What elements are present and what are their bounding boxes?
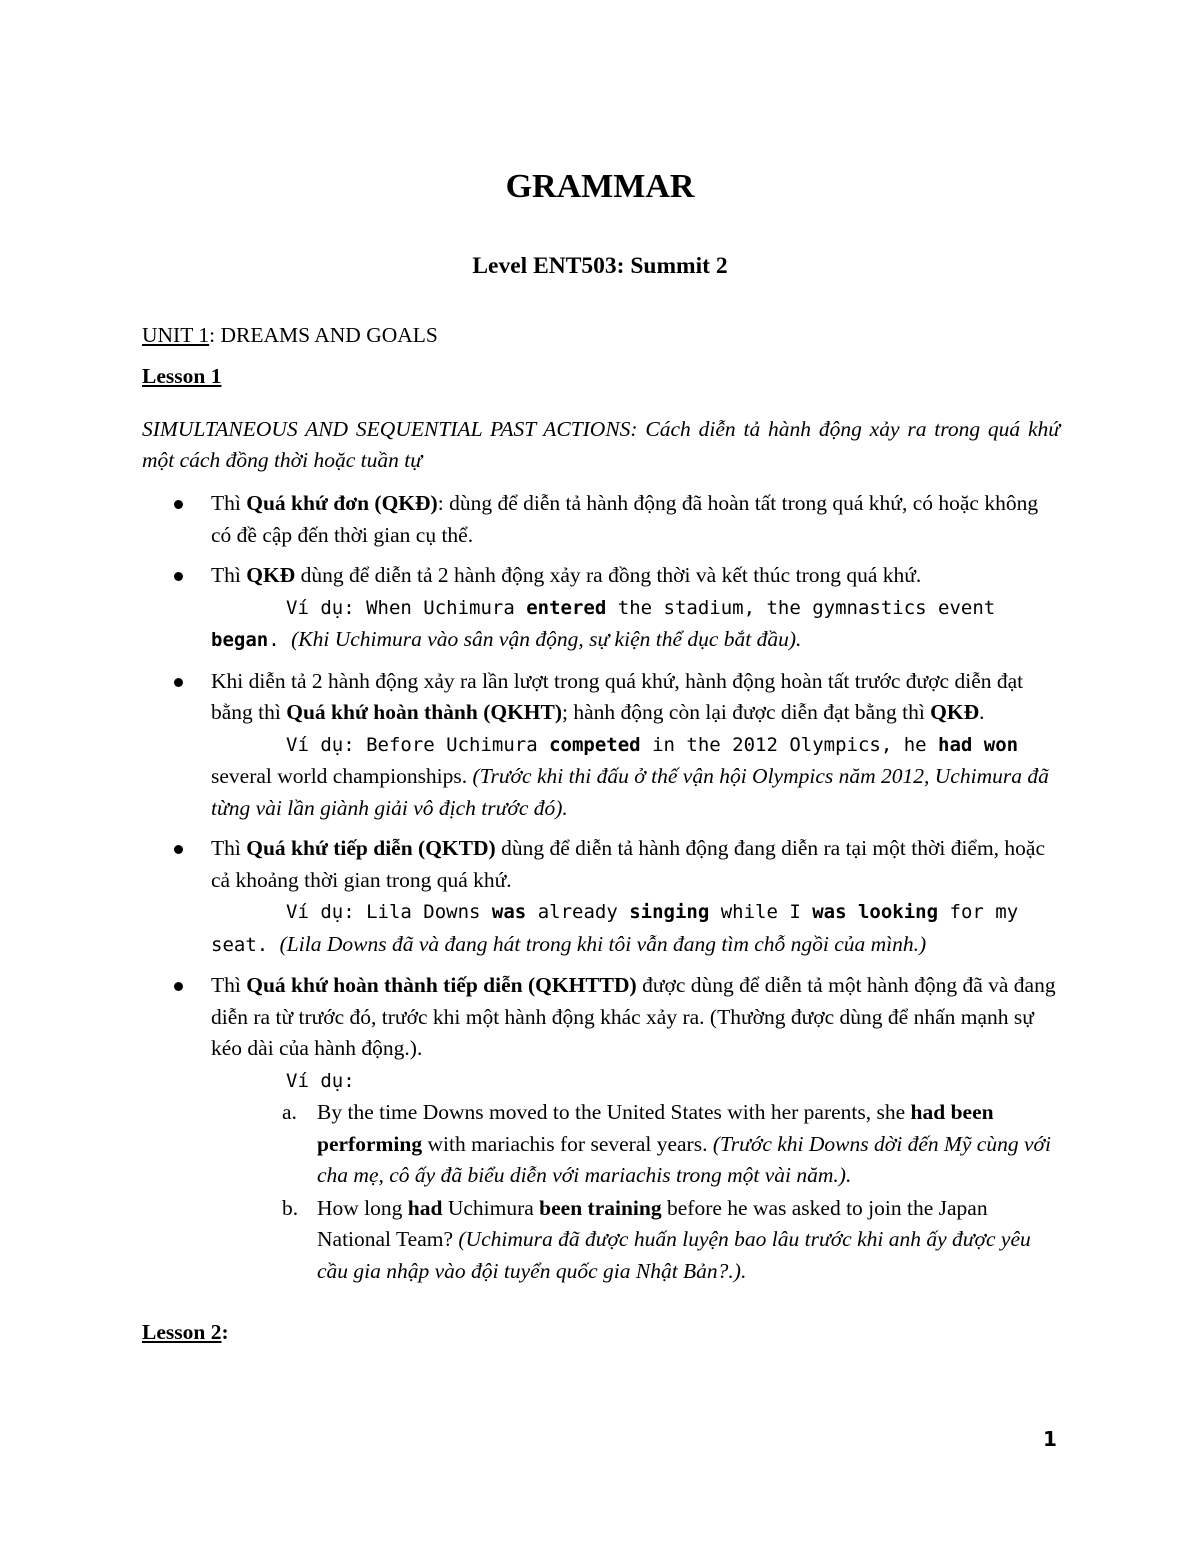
text: in the 2012 Olympics, he <box>640 733 939 756</box>
bullet-sequential <box>211 666 1060 825</box>
page-number: 1 <box>1043 1427 1057 1451</box>
text: : dùng để diễn tả hành động đã hoàn tất trong quá khứ, có hoặc không có đề cập đến thời gian cụ thể. <box>211 491 1039 547</box>
term: Quá khứ tiếp diễn (QKTD) <box>246 836 496 860</box>
example <box>211 899 1018 956</box>
term: began <box>211 629 269 651</box>
text: dùng để diễn tả 2 hành động xảy ra đồng thời và kết thúc trong quá khứ. <box>295 563 922 587</box>
term: had won <box>938 733 1019 756</box>
term: Quá khứ hoàn thành tiếp diễn (QKHTTD) <box>246 973 637 997</box>
lesson-2-heading <box>142 1320 229 1345</box>
term: competed <box>549 733 641 756</box>
term: Quá khứ hoàn thành (QKHT) <box>286 700 563 724</box>
translation: (Khi Uchimura vào sân vận động, sự kiện thể dục bắt đầu). <box>291 627 802 651</box>
text: Thì <box>211 491 247 515</box>
bullet-past-continuous <box>211 833 1060 961</box>
text: . <box>268 629 292 651</box>
unit-label: UNIT 1 <box>142 323 210 347</box>
text: By the time Downs moved to the United States with her parents, she <box>317 1100 911 1124</box>
grammar-bullet-list <box>211 488 1060 1296</box>
text: dùng để diễn tả hành động đang diễn ra tại một thời điểm, hoặc cả khoảng thời gian trong quá khứ. <box>211 836 1046 892</box>
text: for my seat. <box>211 901 1019 956</box>
text: Khi diễn tả 2 hành động xảy ra lần lượt trong quá khứ, hành động hoàn tất trước được diễn đạt bằng thì <box>211 668 1024 724</box>
example-label: Ví dụ: <box>286 1069 355 1092</box>
list-marker: b. <box>282 1195 299 1220</box>
lesson-2-colon: : <box>221 1320 229 1344</box>
unit-separator: : <box>209 323 221 347</box>
bullet-dot-icon <box>174 500 183 509</box>
text: Thì <box>211 973 247 997</box>
bullet-dot-icon <box>174 572 183 581</box>
bullet-dot-icon <box>174 982 183 991</box>
bullet-dot-icon <box>174 845 183 854</box>
text: . <box>979 700 985 724</box>
term: entered <box>526 596 607 619</box>
bullet-past-simple <box>211 488 1060 551</box>
text: Uchimura <box>442 1195 540 1220</box>
example-item-b <box>282 1193 1060 1288</box>
lesson-1-heading: Lesson 1 <box>142 364 222 388</box>
text: When Uchimura <box>354 596 527 619</box>
translation: (Trước khi Downs dời đến Mỹ cùng với cha mẹ, cô ấy đã biểu diễn với mariachis trong một vài năm.). <box>317 1131 1051 1187</box>
term: had been performing <box>317 1100 994 1156</box>
term: QKĐ <box>246 563 296 587</box>
text: the stadium, the gymnastics event <box>606 596 996 619</box>
term: had <box>407 1195 443 1220</box>
example <box>211 732 1049 820</box>
term: been training <box>539 1195 662 1220</box>
unit-heading <box>142 323 438 348</box>
text: được dùng để diễn tả một hành động đã và đang diễn ra từ trước đó, trước khi một hành động khác xảy ra. (Thường được dùng để nhấn mạnh sự kéo dài của hành động.). <box>211 973 1056 1060</box>
text: before he was asked to join the Japan National Team? <box>317 1195 988 1251</box>
unit-name: DREAMS AND GOALS <box>220 323 438 347</box>
example-label: Ví dụ: <box>286 733 355 756</box>
text: Before Uchimura <box>354 733 550 756</box>
text: Thì <box>211 836 247 860</box>
translation: (Lila Downs đã và đang hát trong khi tôi vẫn đang tìm chỗ ngồi của mình.) <box>279 931 927 956</box>
text: with mariachis for several years. <box>422 1131 713 1156</box>
example-item-a <box>282 1097 1060 1192</box>
text: while I <box>709 901 813 923</box>
term: Quá khứ đơn (QKĐ) <box>246 491 438 515</box>
text: already <box>526 901 630 923</box>
text: How long <box>317 1195 408 1220</box>
text: several world championships. <box>211 764 473 788</box>
example-list <box>211 1097 1060 1287</box>
term: was looking <box>812 901 939 923</box>
document-subtitle: Level ENT503: Summit 2 <box>472 253 728 279</box>
list-marker: a. <box>282 1100 297 1124</box>
translation: (Trước khi thi đấu ở thế vận hội Olympics năm 2012, Uchimura đã từng vài lần giành giải vô địch trước đó). <box>211 764 1049 820</box>
text: ; hành động còn lại được diễn đạt bằng thì <box>562 700 931 724</box>
intro-paragraph: SIMULTANEOUS AND SEQUENTIAL PAST ACTIONS: Cách diễn tả hành động xảy ra trong quá khứ một cách đồng thời hoặc tuần tự <box>142 417 1060 472</box>
text: Lila Downs <box>354 901 492 923</box>
document-title: GRAMMAR <box>505 168 695 205</box>
term: QKĐ <box>930 700 980 724</box>
term: singing <box>629 901 710 923</box>
translation: (Uchimura đã được huấn luyện bao lâu trước khi anh ấy được yêu cầu gia nhập vào đội tuyển quốc gia Nhật Bản?.). <box>317 1227 1031 1283</box>
bullet-simultaneous <box>211 560 1060 657</box>
example-label: Ví dụ: <box>286 596 355 619</box>
lesson-2-label: Lesson 2 <box>142 1320 222 1344</box>
bullet-dot-icon <box>174 678 183 687</box>
bullet-past-perfect-continuous <box>211 970 1060 1287</box>
example <box>211 595 995 652</box>
text: Thì <box>211 563 247 587</box>
example-label: Ví dụ: <box>286 901 355 923</box>
term: was <box>491 901 527 923</box>
